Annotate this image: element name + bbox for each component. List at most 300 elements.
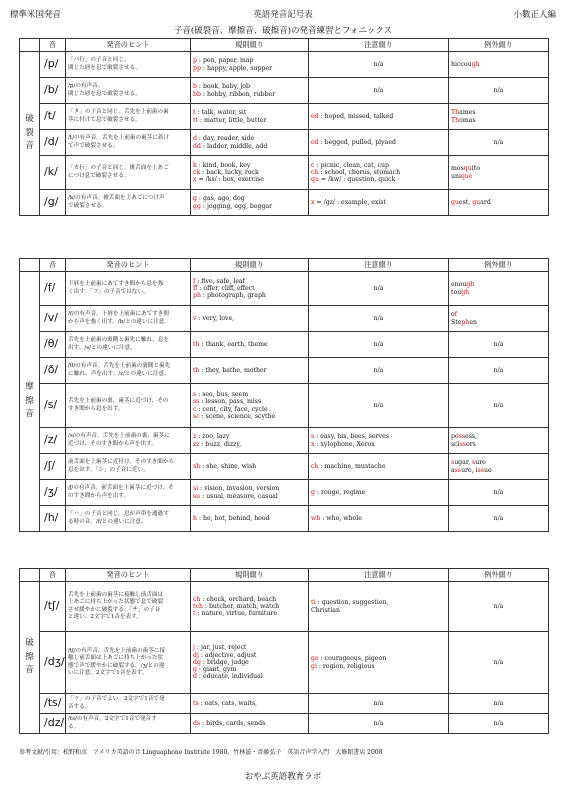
spelling-line bbox=[193, 441, 306, 448]
letter-pattern: j bbox=[193, 644, 195, 652]
caution-spelling bbox=[309, 506, 449, 532]
letter-pattern: bb bbox=[193, 90, 201, 98]
letter-pattern: gh bbox=[471, 60, 480, 68]
example-text: : bridge, judge bbox=[200, 658, 249, 666]
spelling-line bbox=[451, 199, 546, 206]
pronunciation-hint bbox=[66, 306, 191, 332]
letter-pattern: s bbox=[193, 390, 197, 398]
example-text: : they, bathe, mother bbox=[199, 366, 267, 374]
spelling-line bbox=[193, 652, 306, 659]
example-text: : educate, individual bbox=[196, 673, 263, 681]
spelling-line bbox=[193, 659, 306, 666]
spelling-line bbox=[193, 644, 306, 651]
exception-spelling: n/a bbox=[449, 332, 549, 358]
letter-pattern: x bbox=[193, 176, 197, 184]
caution-spelling bbox=[309, 104, 449, 130]
caution-spelling bbox=[309, 130, 449, 156]
letter-pattern: c bbox=[311, 161, 315, 169]
letter-pattern: tch bbox=[193, 602, 203, 610]
phoneme-symbol: /v/ bbox=[40, 306, 66, 332]
phoneme-symbol: /z/ bbox=[40, 428, 66, 454]
spelling-line bbox=[193, 398, 306, 405]
table-row bbox=[20, 384, 549, 428]
column-header: 規則綴り bbox=[191, 39, 309, 52]
spelling-line bbox=[193, 367, 306, 374]
letter-pattern: t bbox=[193, 109, 196, 117]
example-text: tou bbox=[451, 288, 462, 296]
phonics-table bbox=[19, 568, 549, 734]
example-text: ito bbox=[471, 165, 480, 173]
hint-line: 息を出す。「シ」の子音に近い。 bbox=[68, 466, 149, 473]
spelling-line bbox=[451, 433, 546, 440]
regular-spelling bbox=[191, 454, 309, 480]
example-text: : machine, mustache bbox=[318, 462, 386, 470]
letter-pattern: c bbox=[193, 405, 197, 413]
letter-pattern: su bbox=[193, 492, 201, 500]
spelling-line bbox=[451, 117, 546, 124]
exception-spelling bbox=[449, 52, 549, 78]
spelling-line bbox=[193, 109, 306, 116]
phoneme-symbol: /ts/ bbox=[40, 694, 66, 714]
example-text: : picnic, clean, cat, cup bbox=[314, 161, 389, 169]
pronunciation-hint bbox=[66, 272, 191, 306]
example-text: : lesson, pass, miss bbox=[199, 398, 262, 406]
letter-pattern: gh bbox=[461, 288, 470, 296]
example-text: : photograph, graph bbox=[200, 292, 266, 300]
example-text: : zoo, lazy bbox=[196, 433, 230, 441]
spelling-line bbox=[193, 720, 306, 727]
example-text: : very, love, bbox=[196, 314, 235, 322]
letter-pattern: qu bbox=[463, 165, 472, 173]
example-text: ure, i bbox=[461, 466, 478, 474]
phoneme-symbol: /t/ bbox=[40, 104, 66, 130]
column-header: 音 bbox=[40, 259, 66, 272]
spelling-line bbox=[311, 663, 446, 670]
caution-spelling: n/a bbox=[309, 78, 449, 104]
phoneme-symbol: /f/ bbox=[40, 272, 66, 306]
caution-spelling bbox=[309, 190, 449, 216]
pronunciation-hint bbox=[66, 78, 191, 104]
regular-spelling bbox=[191, 506, 309, 532]
exception-spelling: n/a bbox=[449, 714, 549, 734]
spelling-line bbox=[193, 515, 306, 522]
example-text: : ladder, middle, add bbox=[200, 142, 268, 150]
spelling-line bbox=[193, 278, 306, 285]
example-text: : courageous, pigeon bbox=[318, 655, 387, 663]
spelling-line bbox=[193, 117, 306, 124]
phoneme-symbol: /ʃ/ bbox=[40, 454, 66, 480]
letter-pattern: f bbox=[454, 311, 458, 319]
spelling-line bbox=[193, 341, 306, 348]
phoneme-symbol: /θ/ bbox=[40, 332, 66, 358]
header-left: 標準米国発音 bbox=[10, 10, 62, 20]
spelling-line bbox=[311, 169, 446, 176]
hint-line: 「カ行」の子音と同じ。後舌面を上あご bbox=[68, 165, 169, 172]
table-header-row bbox=[20, 569, 549, 582]
phoneme-symbol: /d/ bbox=[40, 130, 66, 156]
column-header: 規則綴り bbox=[191, 259, 309, 272]
spelling-line bbox=[193, 493, 306, 500]
regular-spelling bbox=[191, 428, 309, 454]
phoneme-symbol: /dz/ bbox=[40, 714, 66, 734]
hint-line: すき間から息を出す。 bbox=[68, 405, 124, 412]
example-text: uni bbox=[451, 172, 461, 180]
caution-spelling: n/a bbox=[309, 306, 449, 332]
example-text: ors bbox=[465, 440, 476, 448]
example-text: : eats, cats, waits, bbox=[198, 699, 257, 707]
spelling-line bbox=[193, 135, 306, 142]
pronunciation-hint bbox=[66, 104, 191, 130]
spelling-line bbox=[311, 489, 446, 496]
table-row bbox=[20, 130, 549, 156]
spelling-line bbox=[451, 173, 546, 180]
letter-pattern: x bbox=[311, 198, 315, 206]
hint-line: 「タ」の子音と同じ。舌先を上前歯の歯 bbox=[68, 109, 169, 116]
spelling-line bbox=[193, 57, 306, 64]
letter-pattern: ss bbox=[454, 466, 462, 474]
regular-spelling bbox=[191, 104, 309, 130]
example-text: : nature, virtue, furniture bbox=[195, 610, 278, 618]
caution-spelling bbox=[309, 428, 449, 454]
spelling-line bbox=[193, 666, 306, 673]
example-text: : xylophone, Xerox bbox=[314, 440, 375, 448]
header-author: 小數正人編 bbox=[513, 10, 556, 20]
spelling-line bbox=[193, 603, 306, 610]
hint-line: 茎に付けて息で破裂させる。 bbox=[68, 116, 141, 123]
hint-line: て声で破裂させる。 bbox=[68, 142, 119, 149]
phonics-table bbox=[19, 38, 549, 216]
example-text: : adjective, adjust bbox=[198, 651, 257, 659]
regular-spelling bbox=[191, 358, 309, 384]
example-text: : scene, science, scythe bbox=[199, 412, 276, 420]
letter-pattern: qu bbox=[311, 176, 319, 184]
exception-spelling: n/a bbox=[449, 384, 549, 428]
spelling-line bbox=[193, 169, 306, 176]
exception-spelling: n/a bbox=[449, 358, 549, 384]
table-row bbox=[20, 272, 549, 306]
letter-pattern: ch bbox=[193, 595, 201, 603]
example-text: : hoped, missed, talked bbox=[318, 112, 394, 120]
regular-spelling bbox=[191, 714, 309, 734]
letter-pattern: Th bbox=[451, 109, 460, 117]
caution-spelling: n/a bbox=[309, 714, 449, 734]
letter-pattern: b bbox=[193, 83, 197, 91]
example-text: a bbox=[451, 466, 455, 474]
phoneme-symbol: /tʃ/ bbox=[40, 582, 66, 632]
example-text: enou bbox=[451, 281, 467, 289]
spelling-line bbox=[451, 311, 546, 318]
spelling-line bbox=[193, 203, 306, 210]
letter-pattern: ch bbox=[311, 462, 319, 470]
letter-pattern: ph bbox=[461, 318, 470, 326]
example-text: : hobby, ribbon, rubber bbox=[200, 90, 276, 98]
hint-line: 閉じた唇を息で破裂させる。 bbox=[68, 90, 141, 97]
table-row bbox=[20, 582, 549, 632]
letter-pattern: f bbox=[193, 277, 196, 285]
caution-spelling: n/a bbox=[309, 272, 449, 306]
example-text: : rouge, regime bbox=[314, 488, 366, 496]
hint-line: 触し前舌面は上あごに持ち上がった状 bbox=[68, 655, 164, 662]
hint-line: に触れ、声を出す。/z/との違いに注意。 bbox=[68, 370, 170, 377]
regular-spelling bbox=[191, 582, 309, 632]
spelling-line bbox=[193, 413, 306, 420]
example-text: : see, bus, seem bbox=[196, 390, 249, 398]
table-row bbox=[20, 104, 549, 130]
example-text: : matter, little, butter bbox=[197, 116, 267, 124]
spelling-line bbox=[311, 139, 446, 146]
pronunciation-hint bbox=[66, 190, 191, 216]
example-text: mos bbox=[451, 165, 464, 173]
phoneme-symbol: /k/ bbox=[40, 156, 66, 190]
phoneme-symbol: /dʒ/ bbox=[40, 632, 66, 694]
example-text: : kind, book, key bbox=[196, 161, 251, 169]
example-text: o bbox=[451, 311, 455, 319]
example-text: en bbox=[469, 318, 477, 326]
regular-spelling bbox=[191, 78, 309, 104]
hint-line: 前舌面を上歯茎に近付け、そのすき間から bbox=[68, 459, 175, 466]
example-text: : thank, earth, theme bbox=[199, 340, 268, 348]
example-text: : vision, invasion, version bbox=[198, 485, 280, 493]
letter-pattern: th bbox=[193, 340, 200, 348]
table-row bbox=[20, 480, 549, 506]
example-text: : cent, city, face, cycle bbox=[196, 405, 268, 413]
caution-spelling: n/a bbox=[309, 52, 449, 78]
phoneme-symbol: /s/ bbox=[40, 384, 66, 428]
letter-pattern: ed bbox=[311, 138, 319, 146]
letter-pattern: v bbox=[193, 314, 197, 322]
table-row bbox=[20, 714, 549, 734]
letter-pattern: Th bbox=[451, 116, 460, 124]
caution-spelling bbox=[309, 480, 449, 506]
letter-pattern: s bbox=[472, 459, 476, 467]
spelling-line bbox=[311, 113, 446, 120]
example-text: : begged, pulled, plyaed bbox=[318, 138, 396, 146]
letter-pattern: dj bbox=[193, 651, 199, 659]
example-text: : giant, gym bbox=[196, 666, 237, 674]
caution-spelling: n/a bbox=[309, 358, 449, 384]
pronunciation-hint bbox=[66, 506, 191, 532]
pronunciation-hint bbox=[66, 714, 191, 734]
exception-spelling: n/a bbox=[449, 480, 549, 506]
column-header: 発音のヒント bbox=[66, 569, 191, 582]
spelling-line bbox=[193, 195, 306, 202]
spelling-line bbox=[193, 700, 306, 707]
caution-spelling: n/a bbox=[309, 694, 449, 714]
hint-line: 舌先を上前歯の裏側と歯先に触れ、息を bbox=[68, 337, 170, 344]
table-row bbox=[20, 156, 549, 190]
hint-line: 舌先を上前歯の裏、歯茎に近づけ、その bbox=[68, 398, 169, 405]
pronunciation-hint bbox=[66, 582, 191, 632]
example-text: : talk, water, sit bbox=[195, 109, 247, 117]
pronunciation-hint bbox=[66, 358, 191, 384]
exception-spelling bbox=[449, 190, 549, 216]
letter-pattern: wh bbox=[311, 514, 321, 522]
example-text: hiccou bbox=[451, 60, 472, 68]
spelling-line bbox=[193, 143, 306, 150]
letter-pattern: ge bbox=[311, 655, 319, 663]
letter-pattern: pp bbox=[193, 64, 201, 72]
phoneme-symbol: /ʒ/ bbox=[40, 480, 66, 506]
letter-pattern: ed bbox=[311, 112, 319, 120]
column-header: 注意綴り bbox=[309, 259, 449, 272]
hint-line: 音する。 bbox=[68, 703, 91, 710]
example-text: : butcher, match, watch bbox=[202, 602, 280, 610]
hint-line: /tʃ/の有声音。舌先を上前歯の歯茎に接 bbox=[68, 647, 166, 654]
category-header bbox=[20, 259, 40, 272]
letter-pattern: dg bbox=[193, 658, 201, 666]
spelling-line bbox=[311, 655, 446, 662]
letter-pattern: si bbox=[193, 485, 199, 493]
exception-spelling bbox=[449, 104, 549, 130]
spelling-line bbox=[311, 599, 446, 606]
letter-pattern: ds bbox=[193, 719, 201, 727]
letter-pattern: ss bbox=[477, 466, 484, 474]
regular-spelling bbox=[191, 332, 309, 358]
example-text: : book, baby, job bbox=[196, 83, 250, 91]
example-text: Christian bbox=[311, 606, 340, 614]
category-header bbox=[20, 39, 40, 52]
column-header: 発音のヒント bbox=[66, 259, 191, 272]
hint-line: で破裂させる。 bbox=[68, 202, 108, 209]
table-header-row bbox=[20, 39, 549, 52]
hint-line: と違い、2文字で1音を表す。 bbox=[68, 613, 142, 620]
pronunciation-hint bbox=[66, 332, 191, 358]
category-label: 破 擦 音 bbox=[20, 582, 40, 734]
pronunciation-hint bbox=[66, 480, 191, 506]
hint-line: る。 bbox=[68, 723, 80, 730]
column-header: 発音のヒント bbox=[66, 39, 191, 52]
column-header: 注意綴り bbox=[309, 569, 449, 582]
letter-pattern: sh bbox=[193, 462, 201, 470]
exception-spelling: n/a bbox=[449, 130, 549, 156]
table-row bbox=[20, 358, 549, 384]
spelling-line bbox=[193, 485, 306, 492]
example-text: ure bbox=[475, 459, 486, 467]
letter-pattern: g bbox=[311, 488, 315, 496]
spelling-line bbox=[451, 109, 546, 116]
spelling-line bbox=[193, 463, 306, 470]
pronunciation-hint bbox=[66, 454, 191, 480]
references: 参考文献/引用：松野和彦 アメリカ英語の音 Linguaphone Institute 1980、竹林滋・斉藤弘子 英語音声学入門 大修館書店 2008 bbox=[19, 749, 383, 756]
example-text: : he, hot, behind, hood bbox=[197, 514, 270, 522]
spelling-line bbox=[193, 292, 306, 299]
hint-line: につけ息で破裂させる。 bbox=[68, 172, 130, 179]
spelling-line bbox=[451, 441, 546, 448]
table-header-row bbox=[20, 259, 549, 272]
hint-line: /p/の有声音。 bbox=[68, 83, 104, 90]
column-header: 規則綴り bbox=[191, 569, 309, 582]
regular-spelling bbox=[191, 632, 309, 694]
category-label: 摩 擦 音 bbox=[20, 272, 40, 532]
spelling-line bbox=[451, 61, 546, 68]
caution-spelling: n/a bbox=[309, 384, 449, 428]
page-header bbox=[10, 8, 556, 22]
spelling-line bbox=[193, 91, 306, 98]
regular-spelling bbox=[191, 52, 309, 78]
example-text: : easy, his, bees, serves bbox=[314, 433, 389, 441]
example-text: : who, whole bbox=[320, 514, 362, 522]
letter-pattern: th bbox=[193, 366, 200, 374]
credit: おやぶ英語教育ラボ bbox=[244, 772, 322, 782]
exception-spelling bbox=[449, 272, 549, 306]
example-text: : school, chorus, stomach bbox=[318, 168, 401, 176]
letter-pattern: ff bbox=[193, 284, 198, 292]
column-header: 例外綴り bbox=[449, 569, 549, 582]
spelling-line bbox=[451, 319, 546, 326]
letter-pattern: ck bbox=[193, 168, 201, 176]
spelling-line bbox=[311, 515, 446, 522]
spelling-line bbox=[193, 65, 306, 72]
example-text: : jar, just, reject bbox=[194, 644, 247, 652]
regular-spelling bbox=[191, 306, 309, 332]
spelling-line bbox=[311, 441, 446, 448]
column-header: 音 bbox=[40, 569, 66, 582]
letter-pattern: ti bbox=[311, 599, 316, 607]
spelling-line bbox=[451, 289, 546, 296]
example-text: : happy, apple, supper bbox=[200, 64, 273, 72]
example-text: ugar, bbox=[454, 459, 473, 467]
example-text: = /kw/ : question, quick bbox=[318, 176, 396, 184]
example-text: : jogging, egg, beggar bbox=[200, 202, 273, 210]
spelling-line bbox=[193, 315, 306, 322]
letter-pattern: x bbox=[311, 440, 315, 448]
exception-spelling bbox=[449, 306, 549, 332]
table-row bbox=[20, 52, 549, 78]
example-text: : question, suggestion, bbox=[315, 599, 389, 607]
table-row bbox=[20, 78, 549, 104]
exception-spelling: n/a bbox=[449, 506, 549, 532]
letter-pattern: gg bbox=[193, 202, 201, 210]
example-text: : offer, cliff, effect bbox=[197, 284, 255, 292]
spelling-line bbox=[451, 459, 546, 466]
phoneme-symbol: /h/ bbox=[40, 506, 66, 532]
spelling-line bbox=[193, 83, 306, 90]
regular-spelling bbox=[191, 384, 309, 428]
letter-pattern: g bbox=[193, 195, 197, 203]
phoneme-symbol: /b/ bbox=[40, 78, 66, 104]
caution-spelling bbox=[309, 632, 449, 694]
letter-pattern: sc bbox=[193, 412, 200, 420]
column-header: 例外綴り bbox=[449, 259, 549, 272]
letter-pattern: ss bbox=[193, 398, 200, 406]
spelling-line bbox=[193, 162, 306, 169]
hint-line: る時の音。/f/との違いに注意。 bbox=[68, 518, 147, 525]
pronunciation-hint bbox=[66, 694, 191, 714]
example-text: : five, safe, leaf bbox=[195, 277, 245, 285]
exception-spelling bbox=[449, 156, 549, 190]
exception-spelling bbox=[449, 454, 549, 480]
spelling-line bbox=[193, 285, 306, 292]
caution-spelling: n/a bbox=[309, 332, 449, 358]
letter-pattern: d bbox=[193, 673, 197, 681]
letter-pattern: dd bbox=[193, 142, 201, 150]
letter-pattern: gu bbox=[472, 198, 481, 206]
caution-spelling bbox=[309, 582, 449, 632]
table-row bbox=[20, 428, 549, 454]
pronunciation-hint bbox=[66, 428, 191, 454]
hint-line: /ts/の有声音。2文字で1音で発音す bbox=[68, 716, 157, 723]
regular-spelling bbox=[191, 156, 309, 190]
hint-line: 近づけ、そのすき間から声を出す。 bbox=[68, 440, 157, 447]
example-text: omas bbox=[459, 116, 476, 124]
header-title: 英語発音記号表 bbox=[253, 10, 313, 20]
table-row bbox=[20, 506, 549, 532]
letter-pattern: gh bbox=[466, 281, 475, 289]
example-text: : back, lucky, rock bbox=[200, 168, 259, 176]
example-text: ess, bbox=[465, 433, 478, 441]
table-row bbox=[20, 332, 549, 358]
letter-pattern: gu bbox=[451, 198, 459, 206]
